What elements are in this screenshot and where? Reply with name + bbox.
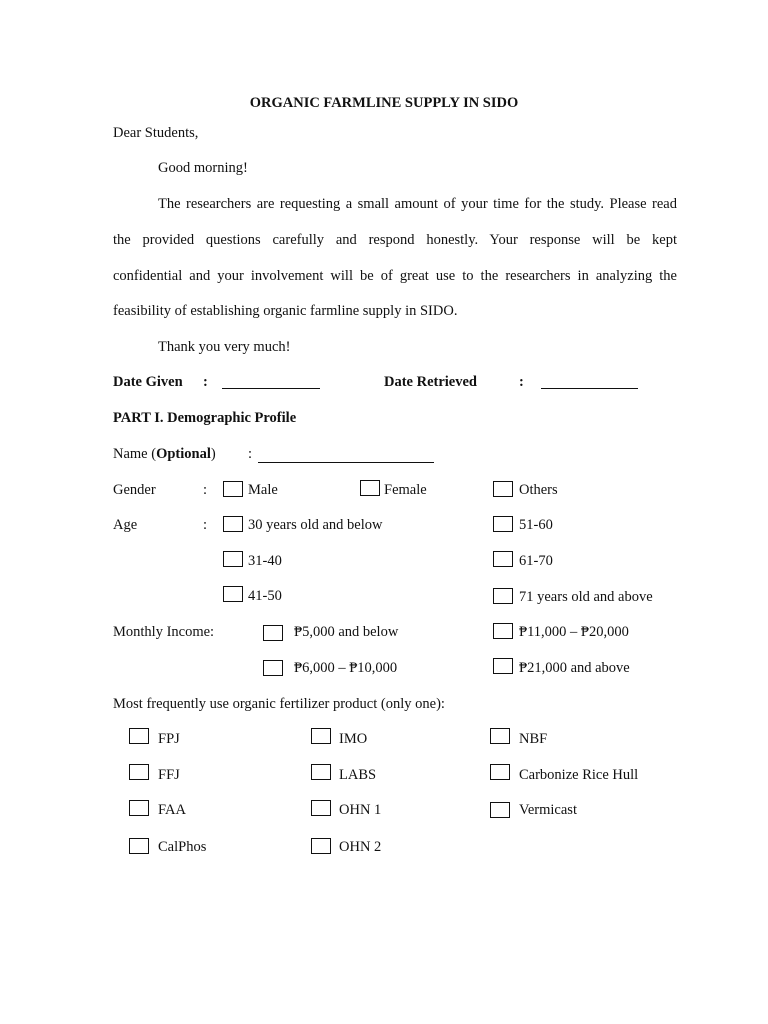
intro-line-1: The researchers are requesting a small amount of your time for the study. Please read [158,196,677,212]
fertilizer-imo-checkbox[interactable] [311,728,331,744]
date-given-colon: : [203,374,208,390]
gender-female-label: Female [384,482,427,498]
gender-male-checkbox[interactable] [223,481,243,497]
age-61-70-checkbox[interactable] [493,551,513,567]
gender-male-label: Male [248,482,278,498]
fertilizer-ohn1-label: OHN 1 [339,802,382,818]
fertilizer-calphos-checkbox[interactable] [129,838,149,854]
age-30-below-label: 30 years old and below [248,517,383,533]
age-61-70-label: 61-70 [519,553,553,569]
fertilizer-ohn2-checkbox[interactable] [311,838,331,854]
fertilizer-calphos-label: CalPhos [158,839,207,855]
intro-line-3: confidential and your involvement will be of great use to the researchers in analyzing the [113,268,677,284]
income-11000-20000-checkbox[interactable] [493,623,513,639]
age-30-below-checkbox[interactable] [223,516,243,532]
intro-line-4: feasibility of establishing organic farmline supply in SIDO. [113,303,458,319]
fertilizer-vermicast-checkbox[interactable] [490,802,510,818]
age-51-60-label: 51-60 [519,517,553,533]
gender-female-checkbox[interactable] [360,480,380,496]
fertilizer-ohn2-label: OHN 2 [339,839,382,855]
name-colon: : [248,446,253,462]
thanks-text: Thank you very much! [158,339,291,355]
name-label-prefix: Name ( [113,446,157,462]
age-colon: : [203,517,208,533]
date-retrieved-colon: : [519,374,524,390]
fertilizer-nbf-checkbox[interactable] [490,728,510,744]
fertilizer-labs-checkbox[interactable] [311,764,331,780]
fertilizer-fpj-label: FPJ [158,731,180,747]
age-31-40-checkbox[interactable] [223,551,243,567]
fertilizer-rice-hull-label: Carbonize Rice Hull [519,767,639,783]
fertilizer-labs-label: LABS [339,767,377,783]
fertilizer-faa-checkbox[interactable] [129,800,149,816]
fertilizer-faa-label: FAA [158,802,186,818]
age-41-50-checkbox[interactable] [223,586,243,602]
date-given-label: Date Given [113,374,183,390]
age-31-40-label: 31-40 [248,553,282,569]
fertilizer-question: Most frequently use organic fertilizer product (only one): [113,696,445,712]
age-71-above-label: 71 years old and above [519,589,653,605]
gender-colon: : [203,482,208,498]
date-given-field[interactable] [222,388,320,389]
fertilizer-imo-label: IMO [339,731,368,747]
age-51-60-checkbox[interactable] [493,516,513,532]
age-41-50-label: 41-50 [248,588,282,604]
part1-heading: PART I. Demographic Profile [113,410,297,426]
income-21000-above-label: ₱21,000 and above [519,660,630,676]
salutation: Dear Students, [113,125,199,141]
greeting: Good morning! [158,160,248,176]
fertilizer-rice-hull-checkbox[interactable] [490,764,510,780]
fertilizer-nbf-label: NBF [519,731,548,747]
page-title: ORGANIC FARMLINE SUPPLY IN SIDO [249,95,519,111]
income-11000-20000-label: ₱11,000 – ₱20,000 [519,624,629,640]
intro-line-2: the provided questions carefully and respond honestly. Your response will be kept [113,232,677,248]
name-label-suffix: ) [210,446,216,462]
name-label [113,445,216,463]
name-field[interactable] [258,462,434,463]
date-retrieved-field[interactable] [541,388,638,389]
gender-label: Gender [113,482,156,498]
fertilizer-fpj-checkbox[interactable] [129,728,149,744]
income-label: Monthly Income: [113,624,215,640]
fertilizer-ffj-checkbox[interactable] [129,764,149,780]
date-retrieved-label: Date Retrieved [384,374,477,390]
fertilizer-ohn1-checkbox[interactable] [311,800,331,816]
income-5000-below-label: ₱5,000 and below [294,624,399,640]
age-71-above-checkbox[interactable] [493,588,513,604]
age-label: Age [113,517,138,533]
income-6000-10000-checkbox[interactable] [263,660,283,676]
fertilizer-vermicast-label: Vermicast [519,802,577,818]
income-6000-10000-label: ₱6,000 – ₱10,000 [294,660,398,676]
name-label-optional: Optional [156,446,211,462]
income-5000-below-checkbox[interactable] [263,625,283,641]
income-21000-above-checkbox[interactable] [493,658,513,674]
fertilizer-ffj-label: FFJ [158,767,180,783]
gender-others-checkbox[interactable] [493,481,513,497]
gender-others-label: Others [519,482,558,498]
